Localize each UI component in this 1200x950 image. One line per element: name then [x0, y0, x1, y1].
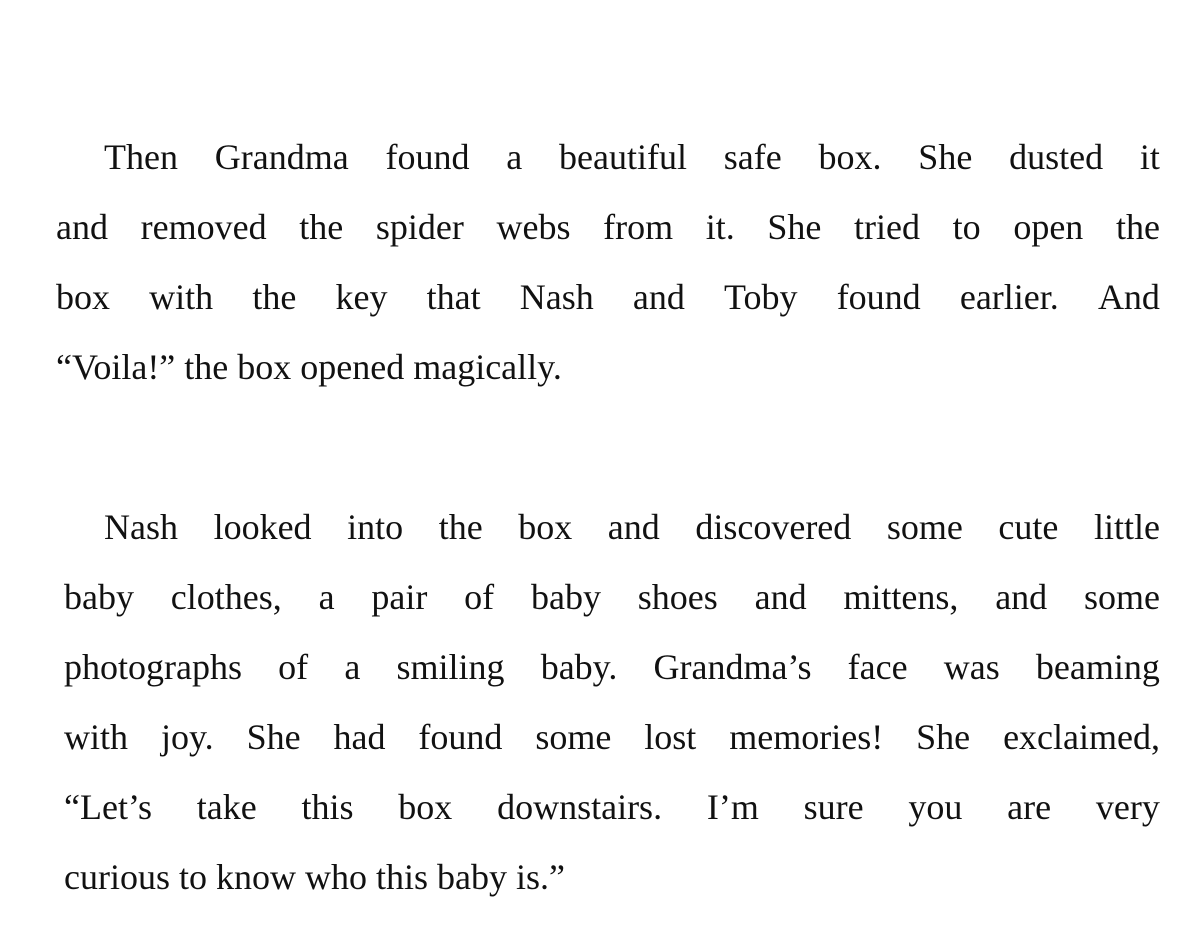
- line-word: the: [252, 277, 297, 317]
- line-word: of: [278, 647, 309, 687]
- line-word: beautiful: [559, 137, 687, 177]
- line-word: Grandma: [214, 137, 349, 177]
- line-word: had: [333, 717, 386, 757]
- line-word: memories!: [729, 717, 884, 757]
- line-word: Then: [104, 137, 178, 177]
- line-word: And: [1097, 277, 1160, 317]
- line-word: exclaimed,: [1003, 717, 1160, 757]
- line-word: that: [426, 277, 481, 317]
- line-word: found: [385, 137, 470, 177]
- line-word: into: [347, 507, 404, 547]
- line-word: some: [886, 507, 963, 547]
- line-word: key: [335, 277, 388, 317]
- paragraph-line: [64, 702, 1160, 772]
- line-word: webs: [496, 207, 571, 247]
- line-word: found: [836, 277, 921, 317]
- paragraph-line: [64, 772, 1160, 842]
- line-word: cute: [998, 507, 1059, 547]
- line-word: clothes,: [170, 577, 282, 617]
- paragraph-1: [56, 122, 1160, 402]
- line-word: with: [149, 277, 214, 317]
- line-word: a: [318, 577, 335, 617]
- line-word: removed: [140, 207, 267, 247]
- line-word: pair: [371, 577, 428, 617]
- line-word: with: [64, 717, 129, 757]
- line-word: take: [196, 787, 257, 827]
- line-word: to: [952, 207, 981, 247]
- line-word: the: [299, 207, 344, 247]
- line-word: very: [1095, 787, 1160, 827]
- line-word: it: [1139, 137, 1160, 177]
- line-word: open: [1013, 207, 1084, 247]
- line-word: some: [1084, 577, 1160, 617]
- line-word: “Let’s: [64, 787, 152, 827]
- paragraph-line: [64, 632, 1160, 702]
- line-word: lost: [644, 717, 697, 757]
- line-word: the: [438, 507, 483, 547]
- line-word: found: [418, 717, 503, 757]
- line-word: tried: [854, 207, 921, 247]
- line-word: baby: [64, 577, 134, 617]
- line-word: She: [767, 207, 822, 247]
- line-word: She: [916, 717, 971, 757]
- line-word: and: [632, 277, 685, 317]
- line-word: of: [464, 577, 495, 617]
- line-word: I’m: [706, 787, 759, 827]
- line-word: She: [246, 717, 301, 757]
- line-word: She: [918, 137, 973, 177]
- paragraph-line: curious to know who this baby is.”: [64, 857, 565, 897]
- line-word: earlier.: [959, 277, 1059, 317]
- line-word: baby: [530, 577, 601, 617]
- line-word: a: [506, 137, 523, 177]
- line-word: sure: [803, 787, 864, 827]
- line-word: spider: [375, 207, 464, 247]
- line-word: dusted: [1009, 137, 1104, 177]
- line-word: discovered: [695, 507, 852, 547]
- line-word: box: [56, 277, 110, 317]
- line-word: Nash: [519, 277, 594, 317]
- line-word: box: [398, 787, 453, 827]
- line-word: photographs: [64, 647, 242, 687]
- paragraph-line: [104, 122, 1160, 192]
- line-word: was: [943, 647, 1000, 687]
- line-word: are: [1007, 787, 1052, 827]
- line-word: and: [607, 507, 660, 547]
- line-word: baby.: [540, 647, 618, 687]
- line-word: from: [603, 207, 674, 247]
- line-word: downstairs.: [497, 787, 663, 827]
- line-word: Nash: [104, 507, 178, 547]
- line-word: looked: [213, 507, 312, 547]
- line-word: Grandma’s: [653, 647, 812, 687]
- line-word: shoes: [637, 577, 718, 617]
- line-word: a: [344, 647, 361, 687]
- line-word: you: [908, 787, 963, 827]
- paragraph-line: [56, 262, 1160, 332]
- paragraph-line: [64, 562, 1160, 632]
- line-word: this: [301, 787, 354, 827]
- line-word: box.: [818, 137, 882, 177]
- line-word: Toby: [724, 277, 798, 317]
- line-word: safe: [723, 137, 782, 177]
- line-word: mittens,: [843, 577, 959, 617]
- line-word: box: [518, 507, 573, 547]
- line-word: beaming: [1035, 647, 1160, 687]
- line-word: some: [535, 717, 612, 757]
- line-word: joy.: [160, 717, 214, 757]
- line-word: and: [995, 577, 1048, 617]
- paragraph-2: [64, 492, 1160, 912]
- paragraph-line: [56, 192, 1160, 262]
- line-word: and: [754, 577, 807, 617]
- line-word: the: [1115, 207, 1160, 247]
- line-word: and: [56, 207, 108, 247]
- paragraph-line: [104, 492, 1160, 562]
- line-word: little: [1093, 507, 1160, 547]
- paragraph-line: “Voila!” the box opened magically.: [56, 347, 562, 387]
- line-word: it.: [705, 207, 735, 247]
- line-word: smiling: [396, 647, 505, 687]
- line-word: face: [847, 647, 908, 687]
